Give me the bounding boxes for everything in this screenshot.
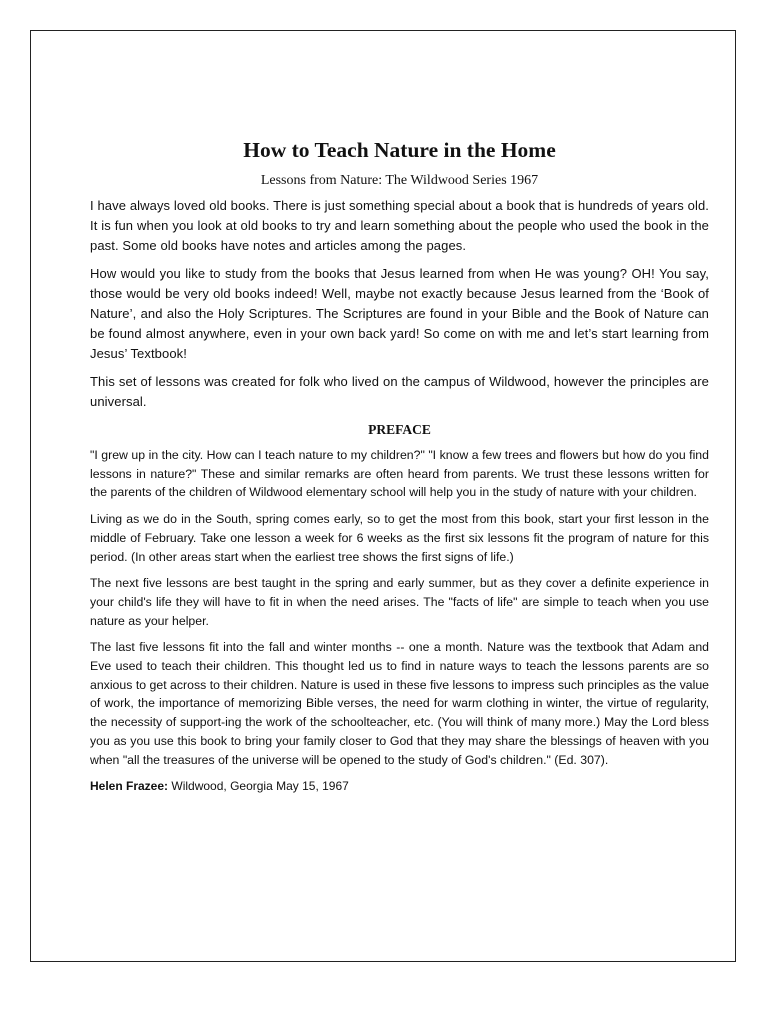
intro-paragraph-1: I have always loved old books. There is just something special about a book that is hundreds of years old. It is fun when you look at old books to try and learn something about the people who used the book in the past. Some old books have notes and articles among the pages. <box>90 198 709 253</box>
document-title: How to Teach Nature in the Home <box>243 138 556 162</box>
signature-place-date: Wildwood, Georgia May 15, 1967 <box>171 779 349 794</box>
document-subtitle: Lessons from Nature: The Wildwood Series 1967 <box>260 173 539 188</box>
document-page <box>30 30 736 962</box>
document-body <box>90 135 709 795</box>
preface-paragraph-1: "I grew up in the city. How can I teach nature to my children?" "I know a few trees and flowers but how do you find lessons in nature?" These and similar remarks are often heard from parents. We trust these lessons written for the parents of the children of Wildwood elementary school will help you in the study of nature with your children. <box>90 448 709 500</box>
preface-heading: PREFACE <box>368 422 431 437</box>
preface-paragraph-3: The next five lessons are best taught in the spring and early summer, but as they cover a definite experience in your child's life they will have to fit in when the need arises. The "facts of life" are simple to teach when you use nature as your helper. <box>90 576 709 628</box>
preface-paragraph-4: The last five lessons fit into the fall and winter months -- one a month. Nature was the textbook that Adam and Eve used to teach their children. This thought led us to find in nature ways to teach the lessons parents are so anxious to get across to their children. Nature is used in these five lessons to impress such principles as the value of work, the importance of memorizing Bible verses, the need for warm clothing in winter, the virtue of regularity, the necessity of support-ing the work of the schoolteacher, etc. (You will think of many more.) May the Lord bless you as you use this book to bring your family closer to God that they may share the blessings of heaven with you when "all the treasures of the universe will be opened to the study of God's children." (Ed. 307). <box>90 640 709 767</box>
signature-line <box>90 777 709 795</box>
preface-paragraph-2: Living as we do in the South, spring comes early, so to get the most from this book, start your first lesson in the middle of February. Take one lesson a week for 6 weeks as the first six lessons fit the program of nature for this period. (In other areas start when the earliest tree shows the first signs of life.) <box>90 512 709 564</box>
intro-paragraph-3: This set of lessons was created for folk who lived on the campus of Wildwood, however the principles are universal. <box>90 374 709 409</box>
signature-name: Helen Frazee: <box>90 779 169 794</box>
intro-paragraph-2: How would you like to study from the books that Jesus learned from when He was young? OH! You say, those would be very old books indeed! Well, maybe not exactly because Jesus learned from the ‘Book of Nature’, and also the Holy Scriptures. The Scriptures are found in your Bible and the Book of Nature can be found almost anywhere, even in your own back yard! So come on with me and let’s start learning from Jesus’ Textbook! <box>90 266 709 361</box>
